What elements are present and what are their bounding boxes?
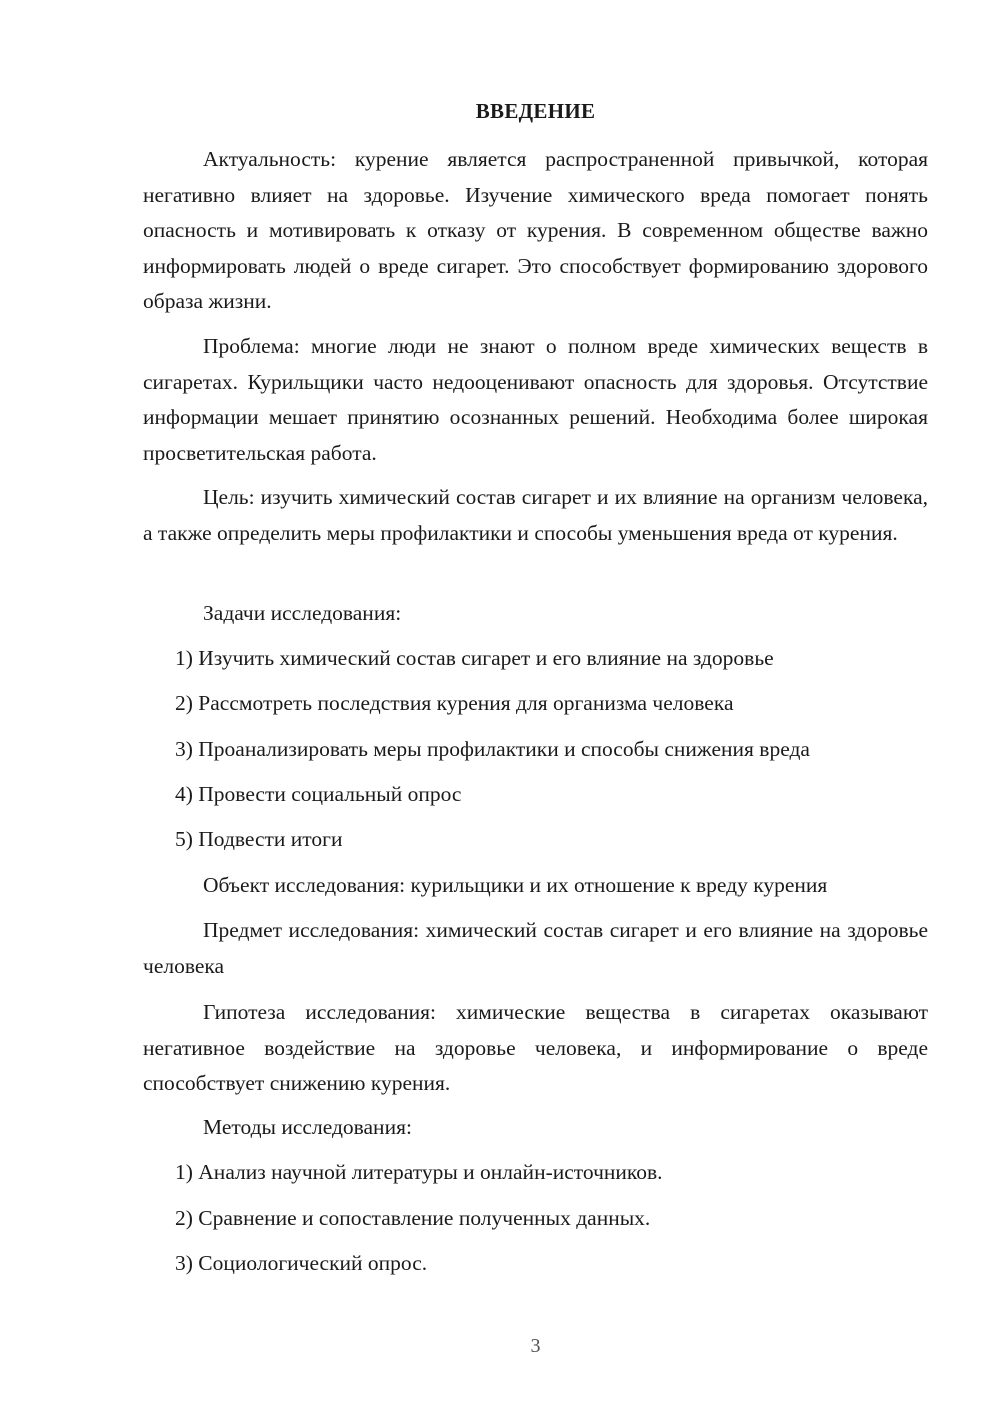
document-page: [143, 0, 928, 1414]
task-item: 3) Проанализировать меры профилактики и способы снижения вреда: [175, 737, 810, 761]
task-item: 5) Подвести итоги: [175, 827, 343, 851]
page-number: 3: [530, 1335, 541, 1357]
subject-paragraph: Предмет исследования: химический состав сигарет и его влияние на здоровье человека: [143, 918, 928, 978]
task-item: 1) Изучить химический состав сигарет и его влияние на здоровье: [175, 646, 774, 670]
method-item: 2) Сравнение и сопоставление полученных данных.: [175, 1206, 651, 1230]
relevance-paragraph: Актуальность: курение является распространенной привычкой, которая негативно влияет на здоровье. Изучение химического вреда помогает понять опасность и мотивировать к отказу от курения. В современном обществе важно информировать людей о вреде сигарет. Это способствует формированию здорового образа жизни.: [143, 147, 928, 313]
goal-paragraph: Цель: изучить химический состав сигарет и их влияние на организм человека, а также определить меры профилактики и способы уменьшения вреда от курения.: [143, 485, 928, 545]
section-title: ВВЕДЕНИЕ: [475, 99, 596, 123]
method-item: 3) Социологический опрос.: [175, 1251, 428, 1275]
tasks-heading: Задачи исследования:: [203, 601, 402, 625]
task-item: 2) Рассмотреть последствия курения для организма человека: [175, 691, 734, 715]
object-line: Объект исследования: курильщики и их отношение к вреду курения: [203, 873, 828, 897]
problem-paragraph: Проблема: многие люди не знают о полном вреде химических веществ в сигаретах. Курильщики часто недооценивают опасность для здоровья. Отсутствие информации мешает принятию осознанных решений. Необходима более широкая просветительская работа.: [143, 334, 928, 465]
hypothesis-paragraph: Гипотеза исследования: химические вещества в сигаретах оказывают негативное воздействие на здоровье человека, и информирование о вреде способствует снижению курения.: [143, 1000, 928, 1095]
task-item: 4) Провести социальный опрос: [175, 782, 462, 806]
methods-heading: Методы исследования:: [203, 1115, 412, 1139]
method-item: 1) Анализ научной литературы и онлайн-источников.: [175, 1160, 663, 1184]
